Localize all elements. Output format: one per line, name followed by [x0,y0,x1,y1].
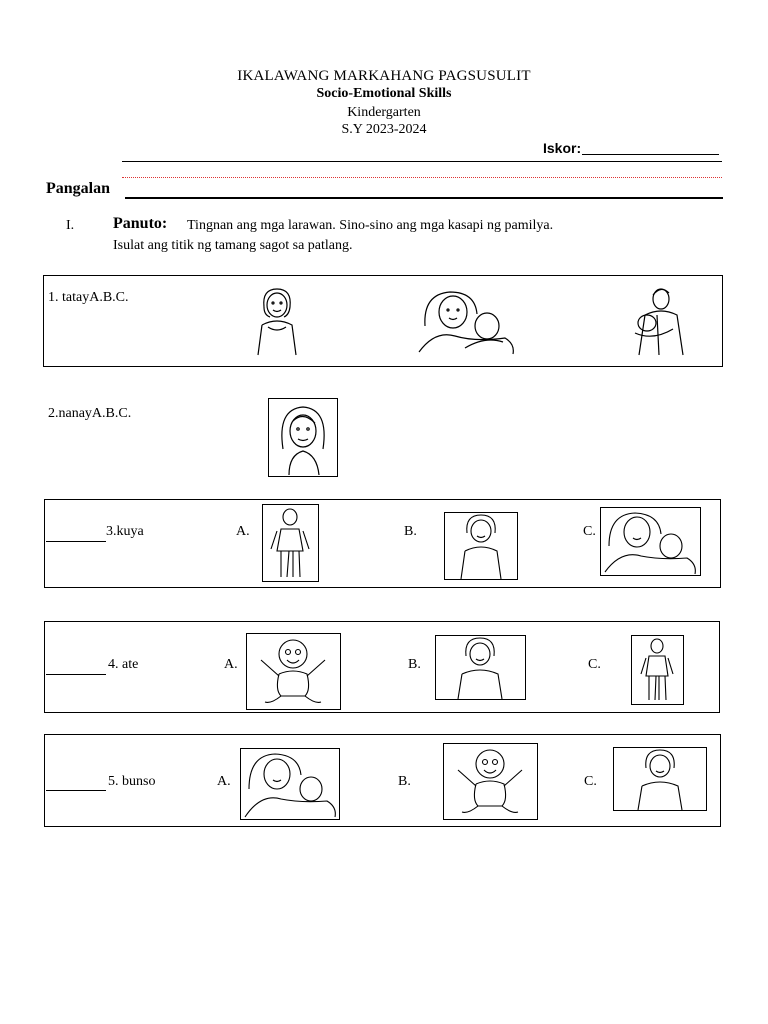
girl-image[interactable] [444,512,518,580]
instructions-line-2: Isulat ang titik ng tamang sagot sa patlang. [113,238,353,253]
girl-image[interactable] [613,747,707,811]
answer-blank-3[interactable] [46,541,106,542]
instructions-label: Panuto: [113,215,168,232]
name-label: Pangalan [46,180,111,197]
baby-image[interactable] [246,633,341,710]
option-b-label: B. [398,774,411,789]
score-blank[interactable] [582,154,719,155]
score-label: Iskor: [543,140,582,156]
boy-image[interactable] [262,504,319,582]
name-blank[interactable] [125,197,723,199]
instructions-line-1: Tingnan ang mga larawan. Sino-sino ang mga kasapi ng pamilya. [187,218,554,233]
boy-image[interactable] [631,635,684,705]
option-b-label: B. [404,524,417,539]
school-year: S.Y 2023-2024 [341,122,427,137]
option-c-label: C. [584,774,597,789]
question-1-text: 1. tatayA.B.C. [48,290,129,305]
girl-image[interactable] [435,635,526,700]
subject-title: Socio-Emotional Skills [316,86,452,101]
mother-and-child-image[interactable] [240,748,340,820]
section-number: I. [66,218,75,233]
woman-portrait-image [268,398,338,477]
option-a-label: A. [236,524,250,539]
option-b-label: B. [408,657,421,672]
option-a-label: A. [217,774,231,789]
grade-level: Kindergarten [347,105,421,120]
baby-image[interactable] [443,743,538,820]
question-2-text: 2.nanayA.B.C. [48,406,132,421]
question-4-text: 4. ate [108,657,139,672]
question-5-text: 5. bunso [108,774,156,789]
option-a-label: A. [224,657,238,672]
question-4-box [44,621,720,713]
header-divider [122,161,722,162]
option-c-label: C. [583,524,596,539]
girl-image [242,285,312,357]
father-holding-baby-image [617,285,707,360]
mother-and-child-image [415,286,520,356]
option-c-label: C. [588,657,601,672]
mother-and-child-image[interactable] [600,507,701,576]
question-3-text: 3.kuya [106,524,144,539]
answer-blank-5[interactable] [46,790,106,791]
answer-blank-4[interactable] [46,674,106,675]
exam-title: IKALAWANG MARKAHANG PAGSUSULIT [237,68,531,84]
red-dotted-divider [122,177,722,178]
